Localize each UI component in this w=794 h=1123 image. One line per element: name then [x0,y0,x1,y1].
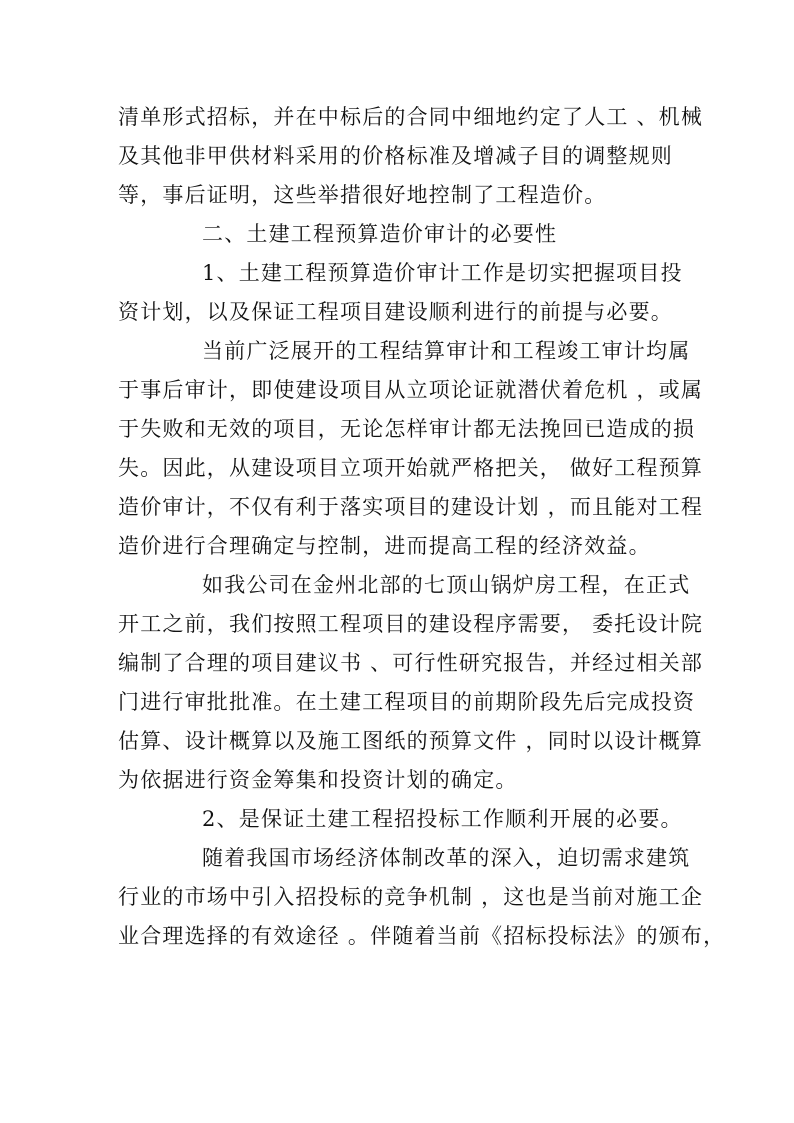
paragraph-start: 随着我国市场经济体制改革的深入，迫切需求建筑 [202,846,691,870]
text-line: 行业的市场中引入招投标的竞争机制 ，这也是当前对施工企 [118,885,704,909]
paragraph-start: 当前广泛展开的工程结算审计和工程竣工审计均属 [202,339,691,363]
text-line: 资计划，以及保证工程项目建设顺利进行的前提与必要。 [118,300,673,324]
text-line: 门进行审批批准。在土建工程项目的前期阶段先后完成投资 [118,690,696,714]
subsection-heading: 1、土建工程预算造价审计工作是切实把握项目投 [202,261,683,285]
text-line: 等，事后证明，这些举措很好地控制了工程造价。 [118,183,607,207]
text-line: 造价审计，不仅有利于落实项目的建设计划 ，而且能对工程 [118,495,704,519]
subsection-heading: 2、是保证土建工程招投标工作顺利开展的必要。 [202,807,683,831]
paragraph-start: 如我公司在金州北部的七顶山锅炉房工程，在正式 [202,573,691,597]
text-line: 为依据进行资金筹集和投资计划的确定。 [118,768,518,792]
text-line: 编制了合理的项目建议书 、可行性研究报告，并经过相关部 [118,651,704,675]
text-line: 开工之前，我们按照工程项目的建设程序需要， 委托设计院 [118,612,704,636]
text-line: 于事后审计，即使建设项目从立项论证就潜伏着危机 ，或属 [118,378,704,402]
text-line: 清单形式招标，并在中标后的合同中细地约定了人工 、机械 [118,105,704,129]
text-line: 于失败和无效的项目，无论怎样审计都无法挽回已造成的损 [118,417,696,441]
section-heading: 二、土建工程预算造价审计的必要性 [202,222,558,246]
text-line: 造价进行合理确定与控制，进而提高工程的经济效益。 [118,534,651,558]
text-line: 及其他非甲供材料采用的价格标准及增减子目的调整规则 [118,144,673,168]
text-line: 失。因此，从建设项目立项开始就严格把关， 做好工程预算 [118,456,704,480]
text-line: 业合理选择的有效途径 。伴随着当前《招标投标法》的颁布， [118,924,726,948]
document-body [118,98,726,956]
text-line: 估算、设计概算以及施工图纸的预算文件 ，同时以设计概算 [118,729,704,753]
